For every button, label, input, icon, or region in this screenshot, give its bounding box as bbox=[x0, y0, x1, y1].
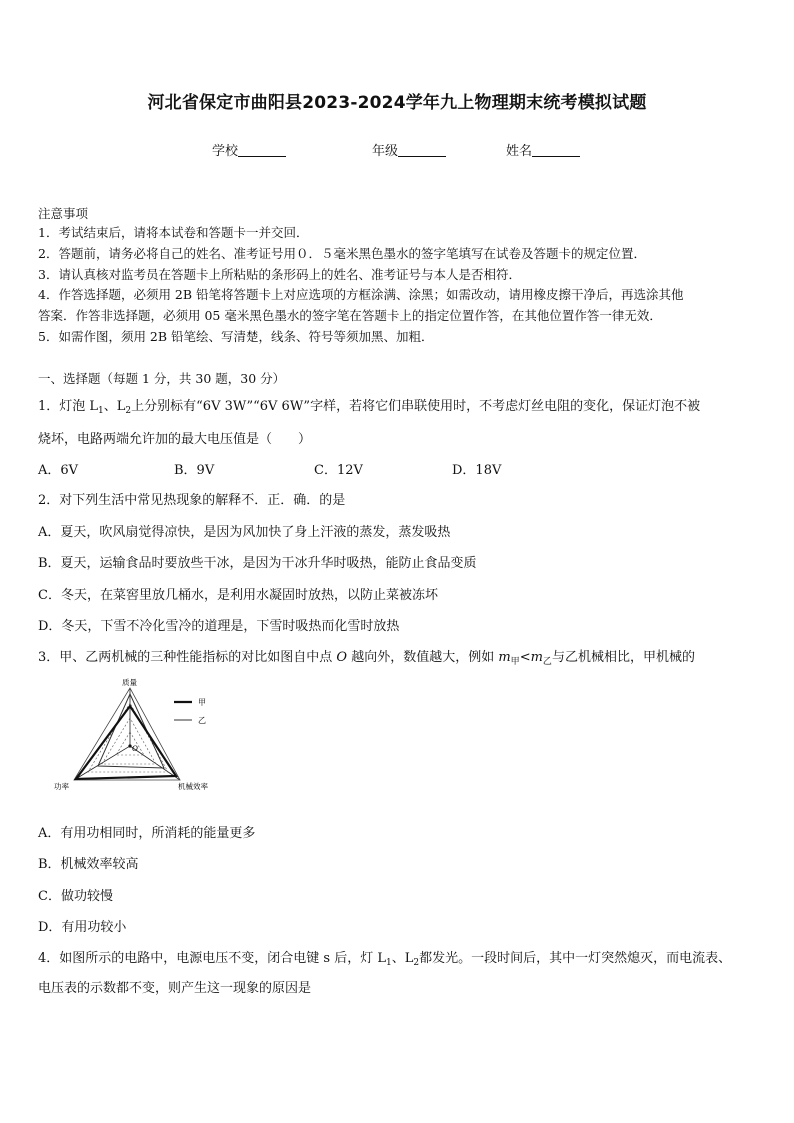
grade-label: 年级 bbox=[372, 144, 399, 159]
center-label: O bbox=[132, 744, 138, 753]
q1-stem-line2: 烧坏，电路两端允许加的最大电压值是（ ） bbox=[38, 432, 312, 447]
legend-jia-label: 甲 bbox=[198, 698, 206, 707]
name-field bbox=[506, 140, 580, 159]
notice-item: 2．答题前，请务必将自己的姓名、准考证号用０．５毫米黑色墨水的签字笔填写在试卷及答题卡的规定位置． bbox=[38, 245, 646, 261]
q2-option-c: C．冬天，在菜窖里放几桶水，是利用水凝固时放热，以防止菜被冻坏 bbox=[38, 588, 438, 603]
q3-stem: 3．甲、乙两机械的三种性能指标的对比如图自中点 O 越向外，数值越大，例如 $m_甲<m_乙$与乙机械相比，甲机械的 bbox=[38, 650, 695, 667]
q3-option-d: D．有用功较小 bbox=[38, 920, 127, 935]
q2-option-d: D．冬天，下雪不冷化雪冷的道理是，下雪时吸热而化雪时放热 bbox=[38, 619, 400, 634]
notice-item: 4．作答选择题，必须用 2B 铅笔将答题卡上对应选项的方框涂满、涂黑；如需改动，请用橡皮擦干净后，再选涂其他 bbox=[38, 287, 684, 303]
q3-option-b: B．机械效率较高 bbox=[38, 857, 139, 872]
q1-option-c: C．12V bbox=[314, 463, 363, 478]
name-label: 姓名 bbox=[506, 144, 533, 159]
legend-yi-label: 乙 bbox=[198, 716, 206, 725]
label-power: 功率 bbox=[54, 782, 69, 791]
name-blank bbox=[532, 143, 580, 157]
notice-list bbox=[38, 223, 760, 348]
school-field bbox=[212, 140, 286, 159]
grade-field bbox=[372, 140, 446, 159]
grade-blank bbox=[398, 143, 446, 157]
q2-option-a: A．夏天，吹风扇觉得凉快，是因为风加快了身上汗液的蒸发，蒸发吸热 bbox=[38, 525, 451, 540]
q3-option-c: C．做功较慢 bbox=[38, 889, 113, 904]
notice-item: 3．请认真核对监考员在答题卡上所粘贴的条形码上的姓名、准考证号与本人是否相符． bbox=[38, 266, 521, 282]
q1-stem-line1: 1．灯泡 $L_1$、$L_2$上分别标有“6V 3W”“6V 6W”字样，若将它们串联使用时，不考虑灯丝电阻的变化，保证灯泡不被 bbox=[38, 399, 701, 416]
q4-stem-line2: 电压表的示数都不变，则产生这一现象的原因是 bbox=[38, 981, 312, 996]
school-label: 学校 bbox=[212, 144, 239, 159]
q1-option-b: B．9V bbox=[174, 463, 215, 478]
q2-option-b: B．夏天，运输食品时要放些干冰，是因为干冰升华时吸热，能防止食品变质 bbox=[38, 556, 477, 571]
notice-heading: 注意事项 bbox=[38, 206, 89, 221]
school-blank bbox=[238, 143, 286, 157]
notice-item: 答案．作答非选择题，必须用 05 毫米黑色墨水的签字笔在答题卡上的指定位置作答，在其他位置作答一律无效． bbox=[38, 308, 662, 324]
label-quality: 质量 bbox=[122, 678, 137, 687]
section-heading: 一、选择题（每题 1 分，共 30 题，30 分） bbox=[38, 371, 286, 386]
q2-stem: 2．对下列生活中常见热现象的解释不．正．确．的是 bbox=[38, 493, 346, 508]
notice-item: 1．考试结束后，请将本试卷和答题卡一并交回． bbox=[38, 225, 309, 240]
q4-stem-line1: 4．如图所示的电路中，电源电压不变，闭合电键 s 后，灯 $L_1$、$L_2$都发光。一段时间后，其中一灯突然熄灭，而电流表、 bbox=[38, 951, 732, 968]
axis-left bbox=[74, 746, 130, 780]
radar-diagram bbox=[52, 676, 232, 798]
grid-triangle-middle bbox=[102, 718, 156, 764]
q1-option-a: A．6V bbox=[38, 463, 79, 478]
notice-item: 5．如需作图，须用 2B 铅笔绘、写清楚，线条、符号等须加黑、加粗． bbox=[38, 328, 434, 344]
q1-option-d: D．18V bbox=[452, 463, 502, 478]
label-efficiency: 机械效率 bbox=[178, 782, 208, 791]
page-title: 河北省保定市曲阳县2023-2024学年九上物理期末统考模拟试题 bbox=[147, 93, 647, 113]
q3-option-a: A．有用功相同时，所消耗的能量更多 bbox=[38, 826, 256, 841]
